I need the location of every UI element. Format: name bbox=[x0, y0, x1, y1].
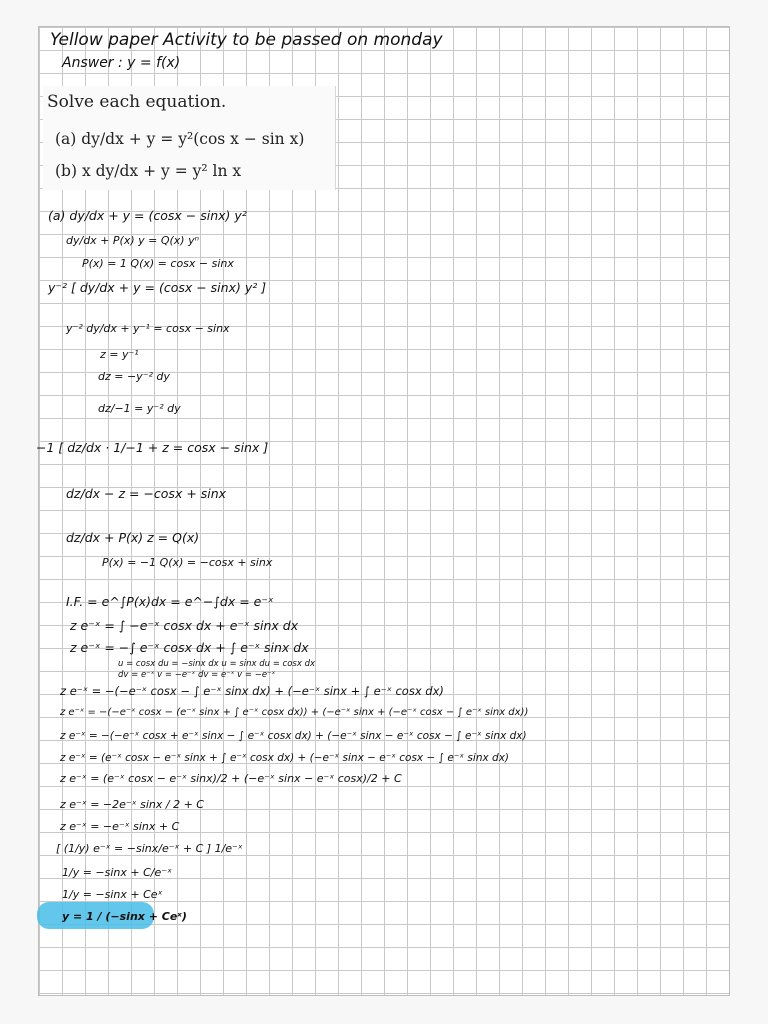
work-line: −1 [ dz/dx · 1/−1 + z = cosx − sinx ] bbox=[36, 440, 269, 455]
work-line: z e⁻ˣ = −(−e⁻ˣ cosx − (e⁻ˣ sinx + ∫ e⁻ˣ cosx dx)) + (−e⁻ˣ sinx + (−e⁻ˣ cosx − ∫ e⁻ˣ sinx dx)) bbox=[60, 707, 529, 718]
work-line: z e⁻ˣ = −(−e⁻ˣ cosx − ∫ e⁻ˣ sinx dx) + (−e⁻ˣ sinx + ∫ e⁻ˣ cosx dx) bbox=[60, 684, 444, 698]
work-line: z e⁻ˣ = −2e⁻ˣ sinx / 2 + C bbox=[60, 798, 204, 811]
work-line: I.F. = e^∫P(x)dx = e^−∫dx = e⁻ˣ bbox=[66, 594, 274, 609]
work-line: (a) dy/dx + y = (cosx − sinx) y² bbox=[48, 208, 247, 223]
answer-label: Answer : y = f(x) bbox=[62, 55, 181, 71]
final-answer: y = 1 / (−sinx + Ceˣ) bbox=[62, 910, 187, 923]
work-line: dz/−1 = y⁻² dy bbox=[98, 402, 181, 415]
work-line: y⁻² [ dy/dx + y = (cosx − sinx) y² ] bbox=[48, 280, 267, 295]
work-line: dz/dx + P(x) z = Q(x) bbox=[66, 530, 200, 545]
problem-statement bbox=[43, 86, 336, 190]
work-line: y⁻² dy/dx + y⁻¹ = cosx − sinx bbox=[66, 322, 230, 335]
work-line: dz = −y⁻² dy bbox=[98, 370, 170, 383]
equation-a: (a) dy/dx + y = y²(cos x − sin x) bbox=[55, 130, 305, 148]
work-line: z e⁻ˣ = −(−e⁻ˣ cosx + e⁻ˣ sinx − ∫ e⁻ˣ cosx dx) + (−e⁻ˣ sinx − e⁻ˣ cosx − ∫ e⁻ˣ sinx dx) bbox=[60, 730, 527, 742]
work-line: P(x) = −1 Q(x) = −cosx + sinx bbox=[102, 556, 273, 569]
work-line: z = y⁻¹ bbox=[100, 348, 139, 361]
work-line: z e⁻ˣ = −e⁻ˣ sinx + C bbox=[60, 820, 180, 833]
equation-b: (b) x dy/dx + y = y² ln x bbox=[55, 162, 242, 180]
work-line: dy/dx + P(x) y = Q(x) yⁿ bbox=[66, 234, 199, 247]
work-line: 1/y = −sinx + Ceˣ bbox=[62, 888, 163, 901]
work-line: dv = e⁻ˣ v = −e⁻ˣ dv = e⁻ˣ v = −e⁻ˣ bbox=[118, 670, 276, 680]
work-line: z e⁻ˣ = (e⁻ˣ cosx − e⁻ˣ sinx + ∫ e⁻ˣ cosx dx) + (−e⁻ˣ sinx − e⁻ˣ cosx − ∫ e⁻ˣ sinx dx) bbox=[60, 752, 509, 764]
work-line: z e⁻ˣ = −∫ e⁻ˣ cosx dx + ∫ e⁻ˣ sinx dx bbox=[70, 640, 309, 655]
work-line: 1/y = −sinx + C/e⁻ˣ bbox=[62, 866, 172, 879]
problem-heading: Solve each equation. bbox=[47, 92, 227, 112]
work-line: dz/dx − z = −cosx + sinx bbox=[66, 486, 227, 501]
work-line: z e⁻ˣ = ∫ −e⁻ˣ cosx dx + e⁻ˣ sinx dx bbox=[70, 618, 299, 633]
work-line: u = cosx du = −sinx dx u = sinx du = cosx dx bbox=[118, 659, 316, 669]
work-line: z e⁻ˣ = (e⁻ˣ cosx − e⁻ˣ sinx)/2 + (−e⁻ˣ sinx − e⁻ˣ cosx)/2 + C bbox=[60, 772, 402, 785]
work-line: [ (1/y) e⁻ˣ = −sinx/e⁻ˣ + C ] 1/e⁻ˣ bbox=[56, 842, 243, 855]
work-line: P(x) = 1 Q(x) = cosx − sinx bbox=[82, 257, 234, 270]
page-title: Yellow paper Activity to be passed on monday bbox=[50, 30, 443, 50]
